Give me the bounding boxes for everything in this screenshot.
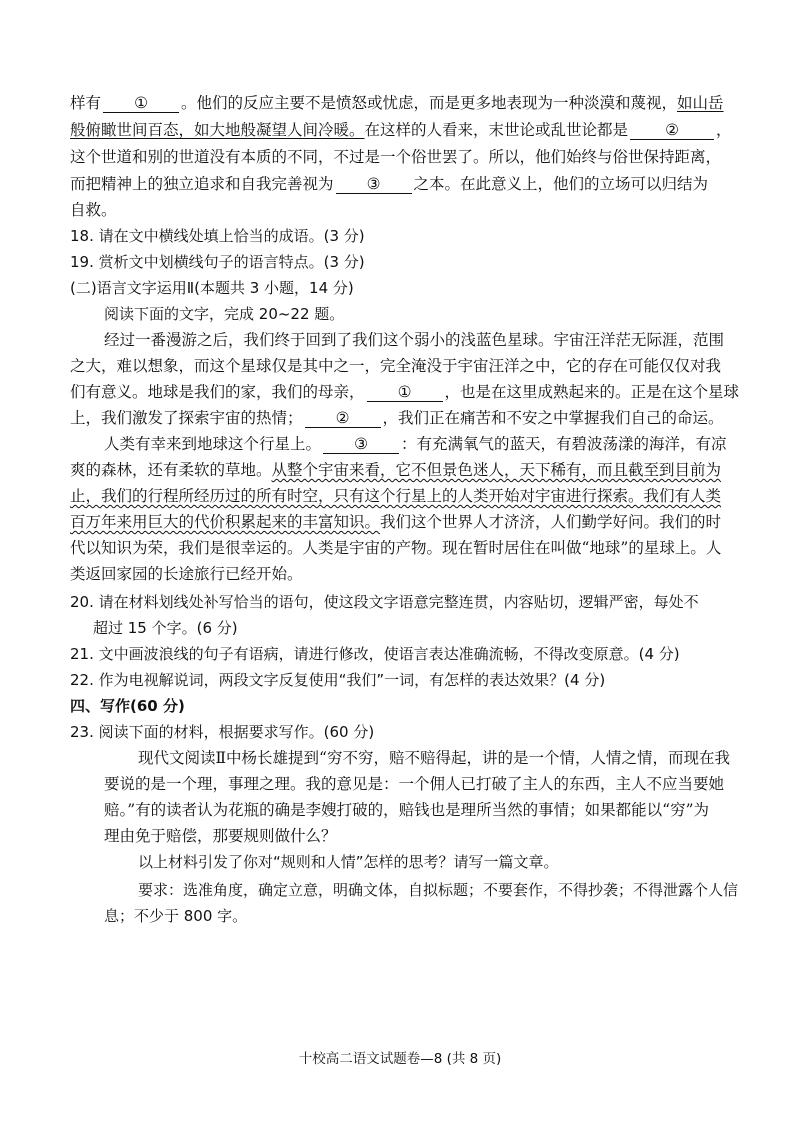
passage2-line-7: [70, 484, 735, 508]
text: 们有意义。地球是我们的家，我们的母亲，: [70, 383, 365, 401]
text: 样有: [70, 94, 102, 112]
text: 之本。在此意义上，他们的立场可以归结为: [413, 175, 709, 193]
wavy-underlined-sentence: 从整个宇宙来看，它不但景色迷人，天下稀有，而且截至到目前为: [271, 461, 722, 479]
wavy-underlined-sentence: 百万年来用巨大的代价积累起来的丰富知识。: [70, 513, 381, 531]
passage2-line-9: 代以知识为荣，我们是很幸运的。人类是宇宙的产物。现在暂时居住在叫做“地球”的星球上。人: [70, 539, 722, 557]
writing-requirements-cont: 息；不少于 800 字。: [104, 907, 248, 925]
reading-instruction: 阅读下面的文字，完成 20~22 题。: [104, 305, 345, 323]
answer-blank-20-2: ②: [305, 409, 381, 428]
text: 我们这个世界人才济济，人们勤学好问。我们的时: [380, 513, 722, 531]
text: 上，我们激发了探索宇宙的热情；: [70, 409, 303, 427]
passage2-line-4: [70, 406, 735, 430]
text: ，也是在这里成熟起来的。正是在这个星球: [444, 383, 740, 401]
writing-requirements: 要求：选准角度，确定立意，明确文体，自拟标题；不要套作，不得抄袭；不得泄露个人信: [138, 881, 739, 899]
question-19: 19. 赏析文中划横线句子的语言特点。(3 分): [70, 253, 365, 271]
passage2-line-2: 之大，难以想象，而这个星球仅是其中之一，完全淹没于宇宙汪洋之中，它的存在可能仅仅对我: [70, 357, 722, 375]
text: 。他们的反应主要不是愤怒或忧虑，而是更多地表现为一种淡漠和蔑视，: [181, 94, 678, 112]
passage-line-2: [70, 118, 735, 142]
passage2-line-5: [104, 432, 735, 456]
text: 在这样的人看来，末世论或乱世论都是: [364, 121, 629, 139]
underlined-sentence: 般俯瞰世间百态，如大地般凝望人间冷暖。: [70, 121, 365, 139]
answer-blank-3: ③: [336, 175, 412, 194]
material-line-1: 现代文阅读Ⅱ中杨长雄提到“穷不穷，赔不赔得起，讲的是一个情，人情之情，而现在我: [138, 749, 730, 767]
answer-blank-20-3: ③: [323, 435, 399, 454]
passage-line-3: 这个世道和别的世道没有本质的不同，不过是一个俗世罢了。所以，他们始终与俗世保持距离，: [70, 148, 722, 166]
text: ，: [716, 121, 732, 139]
answer-blank-2: ②: [630, 121, 714, 140]
section-header-writing: 四、写作(60 分): [70, 697, 185, 715]
underlined-sentence: 如山岳: [677, 94, 724, 112]
question-18: 18. 请在文中横线处填上恰当的成语。(3 分): [70, 227, 365, 245]
question-22: 22. 作为电视解说词，两段文字反复使用“我们”一词，有怎样的表达效果？(4 分): [70, 671, 606, 689]
question-23: 23. 阅读下面的材料，根据要求写作。(60 分): [70, 723, 375, 741]
text: ：有充满氧气的蓝天，有碧波荡漾的海洋，有凉: [401, 435, 727, 453]
passage2-line-8: [70, 510, 735, 534]
passage-line-4: [70, 172, 735, 196]
passage2-line-3: [70, 380, 740, 404]
answer-blank-1: ①: [103, 94, 179, 113]
writing-prompt: 以上材料引发了你对“规则和人情”怎样的思考？请写一篇文章。: [138, 853, 559, 871]
text: 爽的森林，还有柔软的草地。: [70, 461, 272, 479]
wavy-underlined-sentence: 我们有人类: [643, 487, 722, 505]
material-line-3: 赔。”有的读者认为花瓶的确是李嫂打破的，赔钱也是理所当然的事情；如果都能以“穷”为: [104, 801, 710, 819]
text: 人类有幸来到地球这个行星上。: [104, 435, 322, 453]
question-20: 20. 请在材料划线处补写恰当的语句，使这段文字语意完整连贯，内容贴切，逻辑严密，每处不: [70, 593, 699, 611]
question-20-cont: 超过 15 个字。(6 分): [93, 619, 238, 637]
material-line-2: 要说的是一个理，事理之理。我的意见是：一个佣人已打破了主人的东西，主人不应当要她: [104, 775, 725, 793]
passage-line-5: 自救。: [70, 201, 117, 219]
passage2-line-10: 类返回家园的长途旅行已经开始。: [70, 565, 303, 583]
passage2-line-1: 经过一番漫游之后，我们终于回到了我们这个弱小的浅蓝色星球。宇宙汪洋茫无际涯，范围: [104, 331, 725, 349]
answer-blank-20-1: ①: [367, 383, 443, 402]
page-footer: 十校高二语文试题卷—8 (共 8 页): [298, 1051, 502, 1067]
material-line-4: 理由免于赔偿，那要规则做什么？: [104, 827, 337, 845]
passage-line-1: [70, 91, 735, 115]
passage2-line-6: [70, 458, 735, 482]
wavy-underlined-sentence: 止，我们的行程所经历过的所有时空，只有这个行星上的人类开始对宇宙进行探索。: [70, 487, 644, 505]
question-21: 21. 文中画波浪线的句子有语病，请进行修改，使语言表达准确流畅，不得改变原意。(4 分): [70, 645, 680, 663]
text: ，我们正在痛苦和不安之中掌握我们自己的命运。: [382, 409, 724, 427]
section-header-language-use: (二)语言文字运用Ⅱ(本题共 3 小题，14 分): [70, 279, 354, 297]
text: 而把精神上的独立追求和自我完善视为: [70, 175, 334, 193]
